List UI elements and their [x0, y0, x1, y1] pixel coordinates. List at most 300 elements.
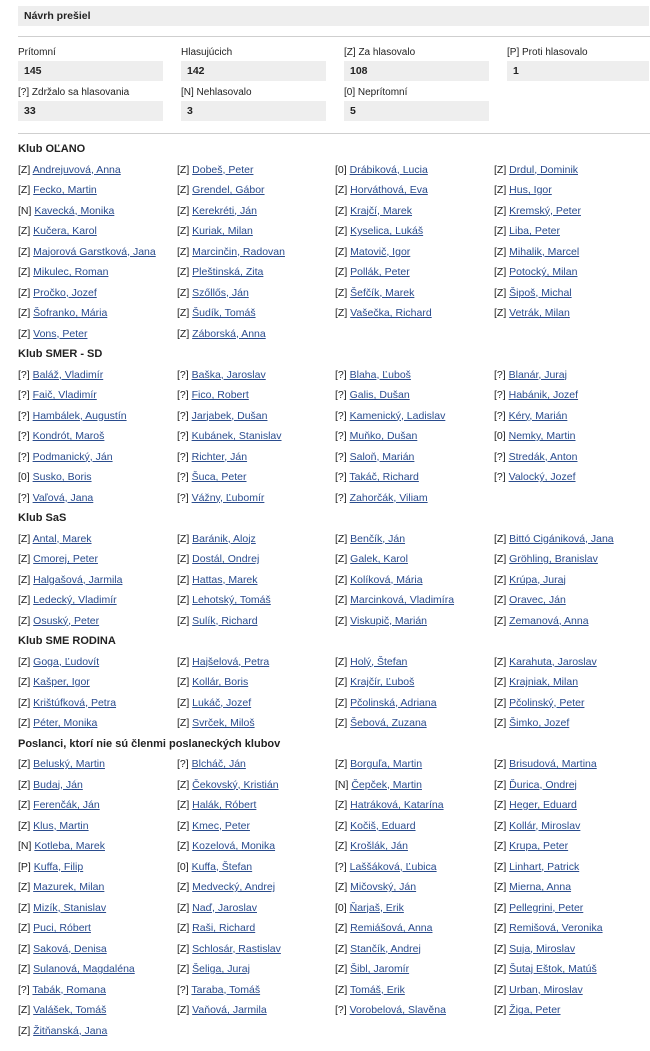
member-link[interactable]: Tomáš, Erik [349, 983, 405, 996]
member-link[interactable]: Šudík, Tomáš [192, 307, 256, 319]
member-link[interactable]: Kamenický, Ladislav [349, 409, 446, 422]
vote-code: [Z] [177, 327, 190, 340]
member-link[interactable]: Ledecký, Vladimír [33, 594, 117, 606]
member-entry [335, 467, 494, 488]
member-link[interactable]: Faič, Vladimír [32, 389, 97, 401]
vote-code: [Z] [494, 614, 507, 627]
member-link[interactable]: Baláž, Vladimír [32, 368, 104, 381]
member-entry [177, 816, 335, 837]
vote-code: [Z] [18, 553, 31, 565]
member-entry [335, 426, 494, 447]
member-link[interactable]: Gröhling, Branislav [509, 553, 598, 565]
vote-code: [Z] [177, 1004, 190, 1016]
vote-code: [Z] [494, 532, 507, 545]
vote-code: [P] [18, 860, 31, 873]
member-link[interactable]: Puci, Róbert [33, 922, 91, 934]
member-entry [18, 877, 177, 898]
member-link[interactable]: Andrejuvová, Anna [32, 163, 121, 176]
member-link[interactable]: Urban, Miroslav [509, 983, 583, 996]
member-link[interactable]: Budaj, Ján [33, 778, 83, 791]
vote-code: [0] [335, 901, 347, 914]
vote-code: [Z] [18, 266, 31, 278]
member-link[interactable]: Šuca, Peter [191, 471, 247, 483]
member-link[interactable]: Kavecká, Monika [34, 204, 115, 217]
member-entry [177, 898, 335, 919]
member-link[interactable]: Liba, Peter [509, 225, 560, 237]
stat-value: 142 [181, 61, 326, 81]
vote-code: [Z] [494, 245, 507, 258]
member-link[interactable]: Remiášová, Anna [350, 922, 433, 934]
vote-code: [Z] [18, 799, 31, 811]
member-link[interactable]: Šutaj Eštok, Matúš [509, 963, 597, 975]
stat-against [507, 45, 650, 85]
vote-code: [?] [177, 409, 189, 422]
member-entry [335, 713, 494, 734]
vote-code: [Z] [494, 717, 507, 729]
vote-code: [?] [335, 389, 347, 401]
vote-code: [Z] [18, 573, 31, 586]
vote-code: [Z] [494, 553, 507, 565]
member-entry [18, 754, 177, 775]
vote-code: [0] [335, 163, 347, 176]
vote-code: [Z] [335, 245, 348, 258]
member-link[interactable]: Blcháč, Ján [191, 758, 246, 770]
member-link[interactable]: Schlosár, Rastislav [192, 942, 281, 955]
member-link[interactable]: Grendel, Gábor [192, 184, 265, 196]
divider [18, 36, 650, 37]
vote-code: [?] [177, 389, 189, 401]
vote-code: [Z] [335, 184, 348, 196]
member-entry [18, 385, 177, 406]
member-link[interactable]: Lukáč, Jozef [192, 696, 252, 709]
vote-code: [Z] [335, 676, 348, 688]
member-entry [177, 1000, 335, 1021]
member-link[interactable]: Sulík, Richard [192, 614, 258, 627]
member-link[interactable]: Kyselica, Lukáš [350, 225, 424, 237]
member-link[interactable]: Karahuta, Jaroslav [509, 655, 597, 668]
member-link[interactable]: Vetrák, Milan [509, 307, 570, 319]
member-entry [177, 488, 335, 509]
member-link[interactable]: Linhart, Patrick [509, 860, 580, 873]
member-link[interactable]: Galis, Dušan [349, 389, 410, 401]
vote-code: [Z] [494, 696, 507, 709]
member-link[interactable]: Mizík, Stanislav [33, 901, 107, 914]
member-link[interactable]: Lehotský, Tomáš [192, 594, 271, 606]
vote-code: [Z] [335, 225, 348, 237]
member-entry [335, 283, 494, 304]
member-link[interactable]: Heger, Eduard [509, 799, 577, 811]
member-entry [177, 877, 335, 898]
member-link[interactable]: Kollár, Boris [192, 676, 249, 688]
vote-code: [Z] [494, 922, 507, 934]
member-link[interactable]: Mierna, Anna [509, 881, 572, 893]
member-link[interactable]: Šibl, Jaromír [350, 963, 410, 975]
stat-value: 3 [181, 101, 326, 121]
member-link[interactable]: Susko, Boris [32, 471, 92, 483]
vote-code: [Z] [494, 286, 507, 299]
member-link[interactable]: Pellegrini, Peter [509, 901, 584, 914]
member-link[interactable]: Jarjabek, Dušan [191, 409, 268, 422]
vote-code: [Z] [335, 286, 348, 299]
member-link[interactable]: Dostál, Ondrej [192, 553, 260, 565]
member-link[interactable]: Krupa, Peter [509, 840, 569, 852]
vote-code: [Z] [335, 799, 348, 811]
member-link[interactable]: Hattas, Marek [192, 573, 258, 586]
member-link[interactable]: Fico, Robert [191, 389, 249, 401]
member-entry [335, 180, 494, 201]
vote-code: [Z] [494, 204, 507, 217]
member-link[interactable]: Borguľa, Martin [350, 758, 423, 770]
member-entry [177, 590, 335, 611]
member-link[interactable]: Horváthová, Eva [350, 184, 428, 196]
member-link[interactable]: Kmec, Peter [192, 819, 250, 832]
member-link[interactable]: Halák, Róbert [192, 799, 257, 811]
vote-code: [N] [335, 778, 349, 791]
vote-code: [?] [18, 409, 30, 422]
member-link[interactable]: Drdul, Dominik [509, 163, 579, 176]
member-entry [177, 283, 335, 304]
vote-code: [Z] [335, 983, 348, 996]
vote-code: [Z] [335, 922, 348, 934]
member-link[interactable]: Pollák, Peter [350, 266, 410, 278]
member-entry [18, 672, 177, 693]
member-link[interactable]: Mazurek, Milan [33, 881, 105, 893]
vote-code: [N] [18, 840, 32, 852]
member-link[interactable]: Ďurica, Ondrej [509, 778, 577, 791]
member-entry [494, 447, 650, 468]
member-link[interactable]: Cmorej, Peter [33, 553, 98, 565]
vote-code: [Z] [335, 614, 348, 627]
member-entry [494, 406, 650, 427]
member-link[interactable]: Záborská, Anna [192, 327, 266, 340]
member-link[interactable]: Zahorčák, Viliam [349, 491, 428, 504]
member-link[interactable]: Tabák, Romana [32, 983, 106, 996]
member-link[interactable]: Ňarjaš, Erik [349, 901, 404, 914]
member-link[interactable]: Halgašová, Jarmila [33, 573, 123, 586]
member-link[interactable]: Laššáková, Ľubica [349, 860, 437, 873]
member-link[interactable]: Vážny, Ľubomír [191, 491, 265, 504]
member-entry [18, 1021, 177, 1042]
member-link[interactable]: Galek, Karol [350, 553, 408, 565]
member-link[interactable]: Hatráková, Katarína [350, 799, 444, 811]
member-link[interactable]: Sulanová, Magdaléna [33, 963, 135, 975]
member-link[interactable]: Valášek, Tomáš [33, 1004, 107, 1016]
stat-value: 33 [18, 101, 163, 121]
member-link[interactable]: Drábiková, Lucia [349, 163, 428, 176]
vote-code: [Z] [177, 184, 190, 196]
member-link[interactable]: Šipoš, Michal [509, 286, 572, 299]
member-link[interactable]: Beluský, Martin [33, 758, 105, 770]
member-entry [18, 488, 177, 509]
member-link[interactable]: Kondrót, Maroš [32, 430, 105, 442]
member-link[interactable]: Kuffa, Filip [33, 860, 84, 873]
member-entry [335, 652, 494, 673]
member-link[interactable]: Marcinková, Vladimíra [350, 594, 455, 606]
stat-label: [?] Zdržalo sa hlasovania [18, 87, 130, 98]
member-entry [177, 447, 335, 468]
member-link[interactable]: Kučera, Karol [33, 225, 97, 237]
vote-code: [Z] [18, 819, 31, 832]
member-entry [18, 365, 177, 386]
member-entry [335, 406, 494, 427]
member-entry [494, 426, 650, 447]
club-members-grid [18, 365, 650, 509]
vote-code: [Z] [18, 614, 31, 627]
member-link[interactable]: Péter, Monika [33, 717, 98, 729]
member-entry [335, 160, 494, 181]
member-link[interactable]: Majorová Garstková, Jana [33, 245, 156, 258]
vote-code: [Z] [18, 942, 31, 955]
result-box: Návrh prešiel [18, 6, 649, 26]
member-entry [177, 652, 335, 673]
member-link[interactable]: Žitňanská, Jana [33, 1024, 108, 1037]
member-link[interactable]: Nemky, Martin [508, 430, 576, 442]
member-link[interactable]: Oravec, Ján [509, 594, 566, 606]
vote-code: [Z] [494, 573, 507, 586]
member-entry [494, 918, 650, 939]
member-link[interactable]: Mihalik, Marcel [509, 245, 580, 258]
member-entry [18, 713, 177, 734]
stat-label: Hlasujúcich [181, 47, 233, 58]
member-link[interactable]: Podmanický, Ján [32, 450, 113, 463]
vote-code: [Z] [177, 655, 190, 668]
member-entry [494, 877, 650, 898]
member-link[interactable]: Medvecký, Andrej [192, 881, 276, 893]
member-link[interactable]: Remišová, Veronika [509, 922, 603, 934]
clubs-list [18, 139, 650, 1041]
member-link[interactable]: Richter, Ján [191, 450, 248, 463]
member-entry [18, 836, 177, 857]
member-link[interactable]: Matovič, Igor [350, 245, 411, 258]
vote-code: [Z] [335, 819, 348, 832]
member-link[interactable]: Šimko, Jozef [509, 717, 570, 729]
member-link[interactable]: Vaňová, Jarmila [192, 1004, 267, 1016]
member-link[interactable]: Krúpa, Juraj [509, 573, 566, 586]
vote-code: [?] [494, 471, 506, 483]
member-link[interactable]: Blanár, Juraj [508, 368, 567, 381]
member-link[interactable]: Krošlák, Ján [350, 840, 408, 852]
vote-code: [Z] [18, 676, 31, 688]
member-link[interactable]: Holý, Štefan [350, 655, 408, 668]
member-link[interactable]: Vons, Peter [33, 327, 88, 340]
member-link[interactable]: Kéry, Marián [508, 409, 568, 422]
member-link[interactable]: Takáč, Richard [349, 471, 419, 483]
member-link[interactable]: Krajčí, Marek [350, 204, 413, 217]
member-link[interactable]: Baránik, Alojz [192, 532, 256, 545]
member-entry [177, 775, 335, 796]
member-link[interactable]: Pčolinský, Peter [509, 696, 585, 709]
member-link[interactable]: Pčolinská, Adriana [350, 696, 437, 709]
member-entry [177, 754, 335, 775]
stat-present [18, 45, 181, 85]
member-link[interactable]: Mikulec, Roman [33, 266, 109, 278]
member-link[interactable]: Klus, Martin [33, 819, 89, 832]
member-link[interactable]: Hajšelová, Petra [192, 655, 270, 668]
member-link[interactable]: Šebová, Zuzana [350, 717, 427, 729]
member-link[interactable]: Saková, Denisa [33, 942, 107, 955]
member-entry [177, 693, 335, 714]
member-link[interactable]: Baška, Jaroslav [191, 368, 266, 381]
member-link[interactable]: Viskupič, Marián [350, 614, 428, 627]
member-entry [18, 303, 177, 324]
member-entry [177, 611, 335, 632]
member-link[interactable]: Habánik, Jozef [508, 389, 579, 401]
member-entry [494, 570, 650, 591]
member-link[interactable]: Benčík, Ján [350, 532, 406, 545]
vote-code: [Z] [177, 942, 190, 955]
vote-code: [Z] [335, 696, 348, 709]
member-link[interactable]: Kremský, Peter [509, 204, 581, 217]
vote-code: [Z] [18, 922, 31, 934]
member-link[interactable]: Blaha, Ľuboš [349, 368, 411, 381]
member-entry [18, 652, 177, 673]
vote-code: [?] [18, 389, 30, 401]
member-link[interactable]: Kuffa, Štefan [191, 860, 253, 873]
member-link[interactable]: Mičovský, Ján [350, 881, 417, 893]
vote-code: [?] [177, 758, 189, 770]
vote-code: [Z] [494, 266, 507, 278]
member-link[interactable]: Muňko, Dušan [349, 430, 418, 442]
vote-code: [?] [18, 491, 30, 504]
member-entry [18, 980, 177, 1001]
member-link[interactable]: Vaľová, Jana [32, 491, 94, 504]
vote-code: [?] [494, 389, 506, 401]
member-link[interactable]: Hambálek, Augustín [32, 409, 127, 422]
member-link[interactable]: Saloň, Marián [349, 450, 415, 463]
vote-code: [Z] [335, 573, 348, 586]
member-link[interactable]: Pleštinská, Zita [192, 266, 264, 278]
member-entry [335, 447, 494, 468]
member-entry [335, 775, 494, 796]
member-entry [494, 1000, 650, 1021]
member-link[interactable]: Kuriak, Milan [192, 225, 253, 237]
member-entry [335, 693, 494, 714]
member-link[interactable]: Krajčír, Ľuboš [350, 676, 415, 688]
member-link[interactable]: Vašečka, Richard [350, 307, 432, 319]
member-entry [335, 303, 494, 324]
member-entry [494, 283, 650, 304]
member-entry [177, 221, 335, 242]
member-link[interactable]: Krajniak, Milan [509, 676, 579, 688]
member-link[interactable]: Naď, Jaroslav [192, 901, 257, 914]
member-entry [18, 1000, 177, 1021]
member-link[interactable]: Brisudová, Martina [509, 758, 597, 770]
member-link[interactable]: Svrček, Miloš [192, 717, 255, 729]
member-link[interactable]: Kolíková, Mária [350, 573, 423, 586]
member-entry [494, 549, 650, 570]
vote-code: [Z] [335, 532, 348, 545]
member-link[interactable]: Taraba, Tomáš [191, 983, 261, 996]
member-entry [177, 857, 335, 878]
member-entry [494, 467, 650, 488]
vote-code: [?] [18, 430, 30, 442]
vote-code: [Z] [494, 963, 507, 975]
vote-code: [Z] [18, 532, 31, 545]
member-link[interactable]: Šeliga, Juraj [192, 963, 250, 975]
member-entry [18, 262, 177, 283]
member-entry [494, 160, 650, 181]
member-link[interactable]: Žiga, Peter [509, 1004, 561, 1016]
member-link[interactable]: Vorobelová, Slavěna [349, 1004, 446, 1016]
vote-code: [Z] [335, 204, 348, 217]
member-entry [18, 467, 177, 488]
member-link[interactable]: Marcinčin, Radovan [192, 245, 285, 258]
member-entry [335, 857, 494, 878]
member-link[interactable]: Kozelová, Monika [192, 840, 276, 852]
club-members-grid [18, 754, 650, 1041]
member-link[interactable]: Hus, Igor [509, 184, 552, 196]
member-link[interactable]: Zemanová, Anna [509, 614, 589, 627]
member-link[interactable]: Valocký, Jozef [508, 471, 576, 483]
member-link[interactable]: Kašper, Igor [33, 676, 90, 688]
member-entry [335, 385, 494, 406]
member-entry [335, 795, 494, 816]
member-link[interactable]: Čekovský, Kristián [192, 778, 279, 791]
member-link[interactable]: Potocký, Milan [509, 266, 578, 278]
member-entry [335, 242, 494, 263]
member-link[interactable]: Szőllős, Ján [192, 286, 249, 299]
member-link[interactable]: Dobeš, Peter [192, 163, 254, 176]
member-link[interactable]: Goga, Ľudovít [33, 655, 100, 668]
member-link[interactable]: Kočiš, Eduard [350, 819, 416, 832]
stat-abstained [18, 85, 181, 125]
vote-code: [Z] [177, 307, 190, 319]
member-entry [177, 180, 335, 201]
member-link[interactable]: Šofranko, Mária [33, 307, 108, 319]
member-link[interactable]: Krištúfková, Petra [33, 696, 117, 709]
vote-code: [Z] [177, 163, 190, 176]
member-link[interactable]: Pročko, Jozef [33, 286, 97, 299]
member-link[interactable]: Raši, Richard [192, 922, 256, 934]
vote-code: [?] [335, 471, 347, 483]
member-entry [335, 754, 494, 775]
member-link[interactable]: Šefčík, Marek [350, 286, 415, 299]
vote-code: [Z] [177, 963, 190, 975]
member-link[interactable]: Antal, Marek [32, 532, 92, 545]
member-link[interactable]: Kollár, Miroslav [509, 819, 581, 832]
member-link[interactable]: Kubánek, Stanislav [191, 430, 282, 442]
vote-code: [Z] [177, 204, 190, 217]
member-link[interactable]: Suja, Miroslav [509, 942, 576, 955]
member-entry [18, 611, 177, 632]
member-link[interactable]: Stredák, Anton [508, 450, 578, 463]
member-link[interactable]: Kerekréti, Ján [192, 204, 257, 217]
vote-code: [Z] [177, 245, 190, 258]
member-entry [18, 816, 177, 837]
vote-code: [Z] [177, 266, 190, 278]
vote-code: [Z] [335, 266, 348, 278]
vote-code: [Z] [494, 307, 507, 319]
member-entry [177, 939, 335, 960]
member-entry [494, 959, 650, 980]
vote-result-page [0, 6, 650, 1041]
member-entry [18, 775, 177, 796]
member-entry [335, 959, 494, 980]
member-link[interactable]: Bittó Cigániková, Jana [509, 532, 614, 545]
stat-not-voted [181, 85, 344, 125]
member-link[interactable]: Ferenčák, Ján [33, 799, 100, 811]
member-link[interactable]: Kotleba, Marek [34, 840, 105, 852]
member-link[interactable]: Fecko, Martin [33, 184, 97, 196]
divider [18, 133, 650, 134]
member-link[interactable]: Osuský, Peter [33, 614, 100, 627]
member-entry [177, 262, 335, 283]
stat-voting [181, 45, 344, 85]
member-link[interactable]: Čepček, Martin [351, 778, 422, 791]
member-entry [18, 426, 177, 447]
vote-code: [Z] [335, 307, 348, 319]
member-link[interactable]: Stančík, Andrej [350, 942, 421, 955]
